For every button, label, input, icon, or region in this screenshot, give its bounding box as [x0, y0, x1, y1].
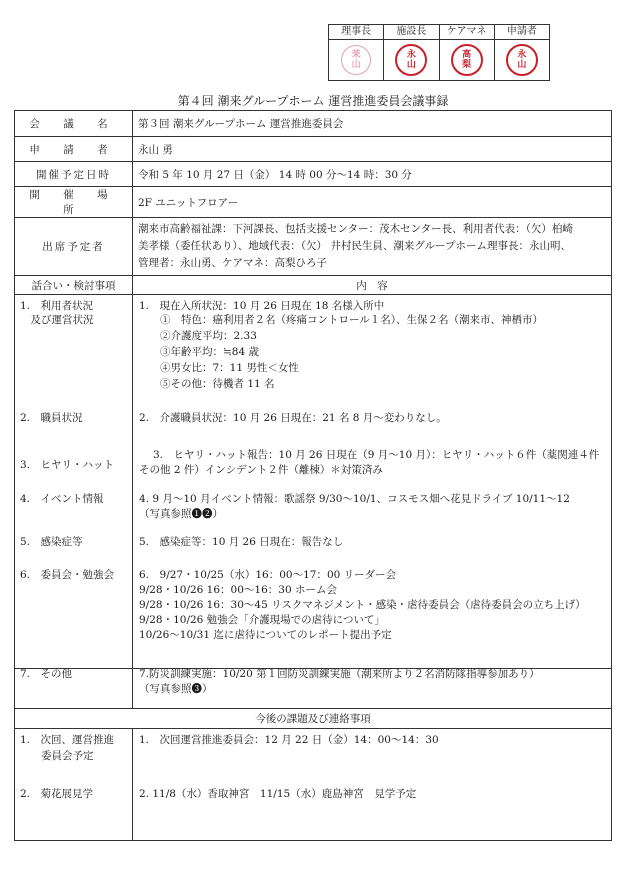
attendee-line: 潮来市高齢福祉課：下河課長、包括支援センター：茂木センター長、利用者代表：（欠）柏崎 — [138, 223, 573, 235]
content-line: ① 特色：癌利用者２名（疼痛コントロール１名）、生保２名（潮来市、神栖市） — [139, 314, 544, 326]
seal-text-bottom: 梨 — [462, 60, 472, 70]
content-line: 1. 現在入所状況：10 月 26 日現在 18 名様入所中 — [139, 300, 385, 312]
future-topic-item: 1. 次回、運営推進 — [20, 734, 115, 746]
future-contents-cell — [133, 729, 612, 841]
minutes-table — [14, 110, 612, 841]
future-content-line: 2. 11/8（水）香取神宮 11/15（水）鹿島神宮 見学予定 — [139, 788, 417, 800]
stamp-header-caremanager: ケアマネ — [439, 25, 494, 40]
content-line: 7.防災訓練実施：10/20 第１回防災訓練実施（潮来所より２名消防隊指導参加あり） — [139, 668, 540, 680]
content-line: ②介護度平均：2.33 — [139, 330, 257, 342]
content-line: 5. 感染症等：10 月 26 日現在：報告なし — [139, 536, 344, 548]
content-line: 2. 介護職員状況：10 月 26 日現在：21 名 8 月～変わりなし。 — [139, 412, 447, 424]
topic-item: 7. その他 — [20, 668, 73, 680]
agenda-overflow-right — [133, 669, 612, 709]
agenda-contents-cell — [133, 295, 612, 695]
topic-item: 4. イベント情報 — [20, 493, 104, 505]
seal-text-bottom: 山 — [351, 60, 361, 70]
approval-stamp-table — [328, 24, 550, 81]
content-line: 10/26～10/31 迄に虐待についてのレポート提出予定 — [139, 629, 392, 641]
seal-stamp-director — [395, 44, 427, 76]
content-line: 3. ヒヤリ・ハット報告：10 月 26 日現在（9 月～10 月）：ヒヤリ・ハット６件（薬関連４件 — [153, 449, 600, 461]
stamp-cell-chairman — [329, 40, 384, 81]
agenda-header-topics: 話合い・検討事項 — [15, 276, 133, 295]
document-title: 第４回 潮来グループホーム 運営推進委員会議事録 — [177, 94, 449, 108]
content-line: ④男女比：7：11 男性＜女性 — [139, 362, 299, 374]
content-line: （写真参照❶❷） — [139, 508, 223, 520]
row-value-datetime: 令和 5 年 10 月 27 日（金） 14 時 00 分～14 時：30 分 — [133, 162, 612, 187]
row-value-meeting-name: 第３回 潮来グループホーム 運営推進委員会 — [133, 111, 612, 137]
agenda-header-contents: 内 容 — [133, 276, 612, 295]
stamp-header-chairman: 理事長 — [329, 25, 384, 40]
row-value-venue: 2F ユニットフロアー — [133, 187, 612, 218]
agenda-overflow-left — [15, 669, 133, 709]
topic-item: 1. 利用者状況 — [20, 300, 94, 312]
future-topic-item: 委員会予定 — [20, 750, 94, 762]
seal-text-bottom: 山 — [517, 60, 527, 70]
content-line: 9/28・10/26 16：30～45 リスクマネジメント・感染・虐待委員会（虐待委員会の立ち上げ） — [139, 599, 586, 611]
future-topic-item: 2. 菊花展見学 — [20, 788, 94, 800]
content-line: ⑤その他：待機者 11 名 — [139, 378, 275, 390]
seal-stamp-applicant — [506, 44, 538, 76]
topic-item: 6. 委員会・勉強会 — [20, 569, 115, 581]
row-label-attendees: 出席予定者 — [15, 218, 133, 276]
stamp-header-director: 施設長 — [384, 25, 439, 40]
row-label-meeting-name: 会 議 名 — [15, 111, 133, 137]
stamp-header-applicant: 申請者 — [494, 25, 549, 40]
row-label-datetime: 開催予定日時 — [15, 162, 133, 187]
seal-stamp-chairman — [341, 45, 371, 75]
future-topics-cell — [15, 729, 133, 841]
content-line: 4. 9 月～10 月イベント情報：歌謡祭 9/30～10/1、コスモス畑へ花見ドライブ 10/11～12 — [139, 493, 570, 505]
future-section-header: 今後の課題及び連絡事項 — [15, 709, 612, 729]
content-line: 6. 9/27・10/25（水）16：00～17：00 リーダー会 — [139, 569, 397, 581]
stamp-cell-caremanager — [439, 40, 494, 81]
seal-text-top: 高 — [462, 50, 472, 60]
topic-item: 3. ヒヤリ・ハット — [20, 459, 115, 471]
attendee-line: 美孝様（委任状あり）、地域代表：（欠） 井村民生員、潮来グループホーム理事長：永山明、 — [138, 240, 571, 252]
topic-item: 5. 感染症等 — [20, 536, 83, 548]
attendee-line: 管理者：永山勇、ケアマネ：高梨ひろ子 — [138, 257, 327, 269]
topic-item: 及び運営状況 — [20, 314, 94, 326]
stamp-cell-applicant — [494, 40, 549, 81]
seal-text-top: 永 — [517, 50, 527, 60]
row-value-attendees — [133, 218, 612, 276]
topic-item: 2. 職員状況 — [20, 412, 83, 424]
content-line: 9/28・10/26 16：00～16：30 ホーム会 — [139, 584, 337, 596]
row-label-venue: 開 催 場 所 — [15, 187, 133, 218]
content-line: 9/28・10/26 勉強会「介護現場での虐待について」 — [139, 614, 385, 626]
seal-text-top: 茉 — [351, 50, 361, 60]
content-line: （写真参照❸） — [139, 683, 213, 695]
seal-stamp-caremanager — [451, 44, 483, 76]
future-content-line: 1. 次回運営推進委員会：12 月 22 日（金）14：00～14：30 — [139, 734, 439, 746]
seal-text-top: 永 — [406, 50, 416, 60]
stamp-cell-director — [384, 40, 439, 81]
row-value-applicant: 永山 勇 — [133, 137, 612, 162]
content-line: ③年齢平均：≒84 歳 — [139, 346, 259, 358]
agenda-topics-cell — [15, 295, 133, 680]
seal-text-bottom: 山 — [406, 60, 416, 70]
row-label-applicant: 申 請 者 — [15, 137, 133, 162]
content-line: その他 2 件）インシデント２件（離棟）＊対策済み — [139, 464, 383, 476]
